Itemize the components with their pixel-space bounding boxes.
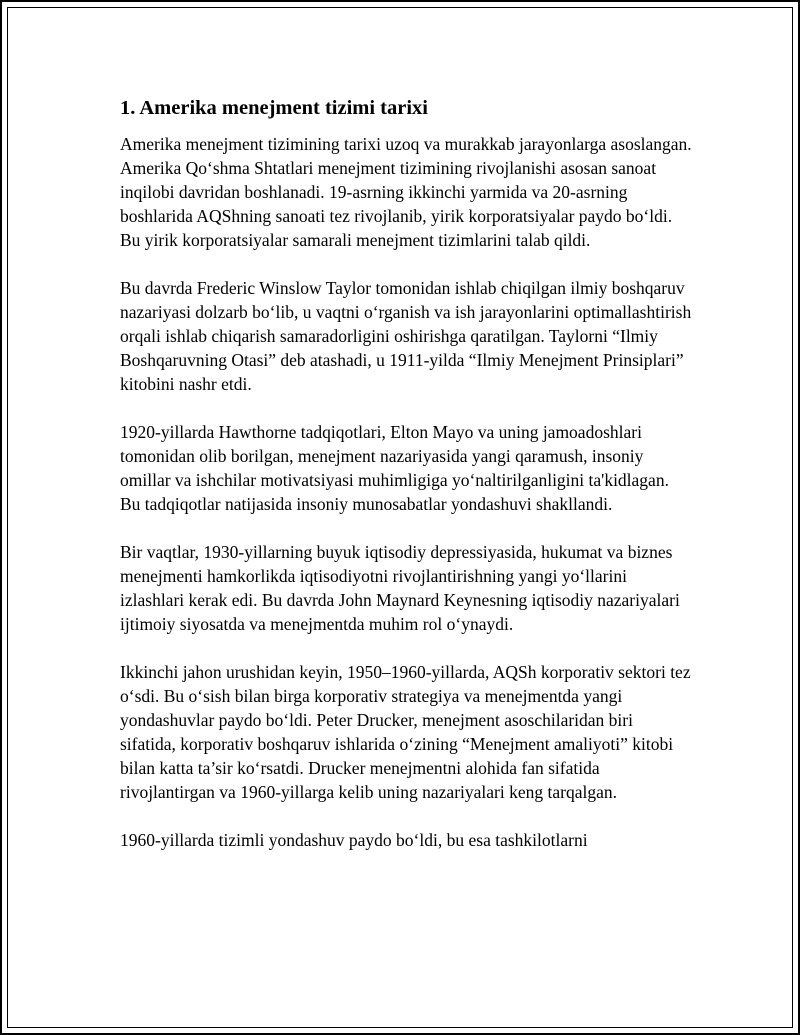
paragraph-taylor: Bu davrda Frederic Winslow Taylor tomonidan ishlab chiqilgan ilmiy boshqaruv nazariyasi dolzarb bo‘lib, u vaqtni o‘rganish va ish jarayonlarini optimallashtirish orqali ishlab chiqarish samaradorligini oshirishga qaratilgan. Taylorni “Ilmiy Boshqaruvning Otasi” deb atashadi, u 1911-yilda “Ilmiy Menejment Prinsiplari” kitobini nashr etdi. [120,278,692,394]
section-heading: 1. Amerika menejment tizimi tarixi [120,97,428,119]
paragraph-depression: Bir vaqtlar, 1930-yillarning buyuk iqtisodiy depressiyasida, hukumat va biznes menejmenti hamkorlikda iqtisodiyotni rivojlantirishning yangi yo‘llarini izlashlari kerak edi. Bu davrda John Maynard Keynesning iqtisodiy nazariyalari ijtimoiy siyosatda va menejmentda muhim rol o‘ynaydi. [120,542,680,634]
paragraph-systems: 1960-yillarda tizimli yondashuv paydo bo‘ldi, bu esa tashkilotlarni [120,830,588,850]
document-body [120,95,692,876]
paragraph-postwar: Ikkinchi jahon urushidan keyin, 1950–1960-yillarda, AQSh korporativ sektori tez o‘sdi. Bu o‘sish bilan birga korporativ strategiya va menejmentda yangi yondashuvlar paydo bo‘ldi. Peter Drucker, menejment asoschilaridan biri sifatida, korporativ boshqaruv ishlarida o‘zining “Menejment amaliyoti” kitobi bilan katta ta’sir ko‘rsatdi. Drucker menejmentni alohida fan sifatida rivojlantirgan va 1960-yillarga kelib uning nazariyalari keng tarqalgan. [120,662,691,802]
paragraph-hawthorne: 1920-yillarda Hawthorne tadqiqotlari, Elton Mayo va uning jamoadoshlari tomonidan olib borilgan, menejment nazariyasida yangi qaramush, insoniy omillar va ishchilar motivatsiyasi muhimligiga yo‘naltirilganligini ta'kidlagan. Bu tadqiqotlar natijasida insoniy munosabatlar yondashuvi shakllandi. [120,422,669,514]
paragraph-intro: Amerika menejment tizimining tarixi uzoq va murakkab jarayonlarga asoslangan. Amerika Qo‘shma Shtatlari menejment tizimining rivojlanishi asosan sanoat inqilobi davridan boshlanadi. 19-asrning ikkinchi yarmida va 20-asrning boshlarida AQShning sanoati tez rivojlanib, yirik korporatsiyalar paydo bo‘ldi. Bu yirik korporatsiyalar samarali menejment tizimlarini talab qildi. [120,134,692,250]
